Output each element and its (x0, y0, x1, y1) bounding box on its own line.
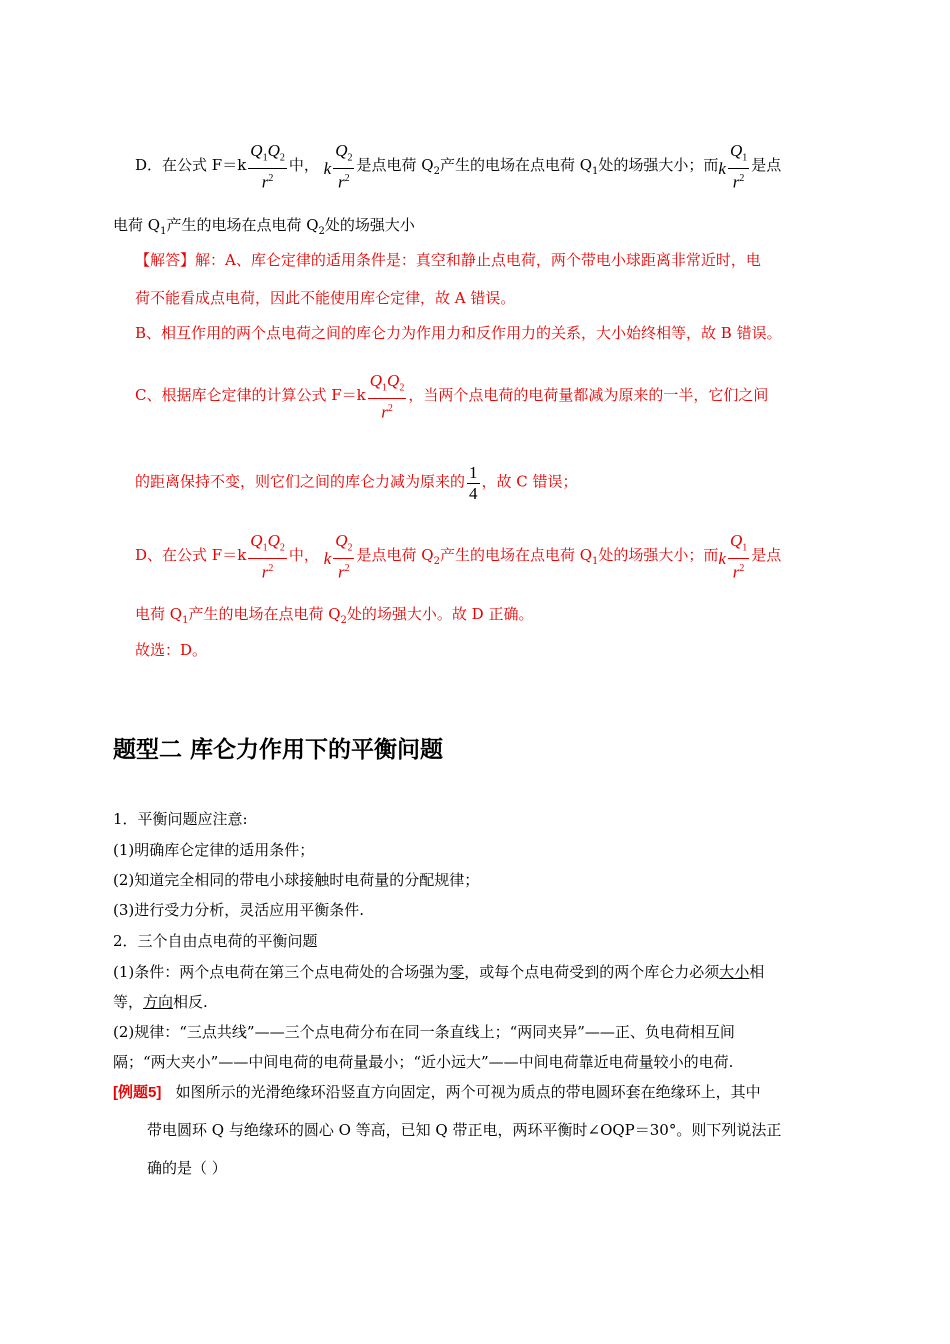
note-2b-line1: (2)规律：“三点共线”——三个点电荷分布在同一条直线上；“两同夹异”——正、负电荷相互间 (113, 1023, 735, 1041)
answer-line2: 荷不能看成点电荷，因此不能使用库仑定律，故 A 错误。 (135, 289, 516, 307)
example-line2: 带电圆环 Q 与绝缘环的圆心 O 等高，已知 Q 带正电，两环平衡时∠OQP＝30°。则下列说法正 (147, 1121, 782, 1139)
note-1b: (2)知道完全相同的带电小球接触时电荷量的分配规律； (113, 871, 480, 889)
note-2b-line2: 隔；“两大夹小”——中间电荷的电荷量最小；“近小远大”——中间电荷靠近电荷量较小的电荷. (113, 1053, 734, 1071)
note-1: 1．平衡问题应注意: (113, 810, 248, 828)
note-2a-line2: 等，方向相反. (113, 993, 208, 1011)
example-line3: 确的是（ ） (147, 1159, 227, 1177)
fraction-one-quarter: $\frac{1}{4}$ (469, 463, 478, 503)
note-1a: (1)明确库仑定律的适用条件； (113, 841, 315, 859)
answer-c-line1: C、根据库仑定律的计算公式 F＝k $\frac{Q_1Q_2}{r^2}$ ，当两个点电荷的电荷量都减为原来的一半，它们之间 (135, 371, 769, 423)
option-d-line1: D．在公式 F＝k $\frac{Q_1Q_2}{r^2}$ 中， k $\frac{Q_2}{r^2}$ 是点电荷 $Q_2$产生的电场在点电荷 $Q_1$处的场强大小；而k $\frac{Q_1}{r^2}$ 是点 (135, 141, 782, 193)
answer-tag: 【解答】 (135, 251, 196, 269)
example-line1: [例题5] 如图所示的光滑绝缘环沿竖直方向固定，两个可视为质点的带电圆环套在绝缘环上，其中 (113, 1083, 761, 1101)
answer-b-line: B、相互作用的两个点电荷之间的库仑力为作用力和反作用力的关系，大小始终相等，故 B 错误。 (135, 324, 782, 342)
note-1c: (3)进行受力分析，灵活应用平衡条件. (113, 901, 365, 919)
answer-c-line2: 的距离保持不变，则它们之间的库仑力减为原来的 $\frac{1}{4}$ ，故 C 错误； (135, 463, 578, 503)
answer-d-line2: 电荷 $Q_1$产生的电场在点电荷 $Q_2$处的场强大小。故 D 正确。 (135, 605, 534, 626)
answer-choose: 故选：D。 (135, 641, 208, 659)
fraction-q1q2-over-r2: $\frac{Q_1Q_2}{r^2}$ (369, 371, 405, 423)
note-2: 2．三个自由点电荷的平衡问题 (113, 932, 318, 950)
section-title: 题型二 库仑力作用下的平衡问题 (113, 737, 444, 763)
fraction-q1-over-r2: $\frac{Q_1}{r^2}$ (729, 141, 748, 193)
fraction-q1q2-over-r2: $\frac{Q_1Q_2}{r^2}$ (250, 141, 285, 193)
note-2a-line1: (1)条件：两个点电荷在第三个点电荷处的合场强为零，或每个点电荷受到的两个库仑力必须大小相 (113, 963, 765, 981)
fraction-q2-over-r2: $\frac{Q_2}{r^2}$ (335, 531, 353, 583)
example-tag: [例题5] (113, 1084, 162, 1101)
option-d-label: D． (135, 156, 163, 175)
fraction-q1q2-over-r2: $\frac{Q_1Q_2}{r^2}$ (250, 531, 285, 583)
option-d-line2: 电荷 $Q_1$产生的电场在点电荷 $Q_2$处的场强大小 (113, 216, 415, 237)
fraction-q2-over-r2: $\frac{Q_2}{r^2}$ (335, 141, 353, 193)
fraction-q1-over-r2: $\frac{Q_1}{r^2}$ (729, 531, 748, 583)
answer-line1: 【解答】解：A、库仑定律的适用条件是：真空和静止点电荷，两个带电小球距离非常近时，电 (135, 251, 761, 269)
answer-d-line1: D、在公式 F＝k $\frac{Q_1Q_2}{r^2}$ 中， k $\frac{Q_2}{r^2}$ 是点电荷 $Q_2$产生的电场在点电荷 $Q_1$处的场强大小；而k $\frac{Q_1}{r^2}$ 是点 (135, 531, 782, 583)
